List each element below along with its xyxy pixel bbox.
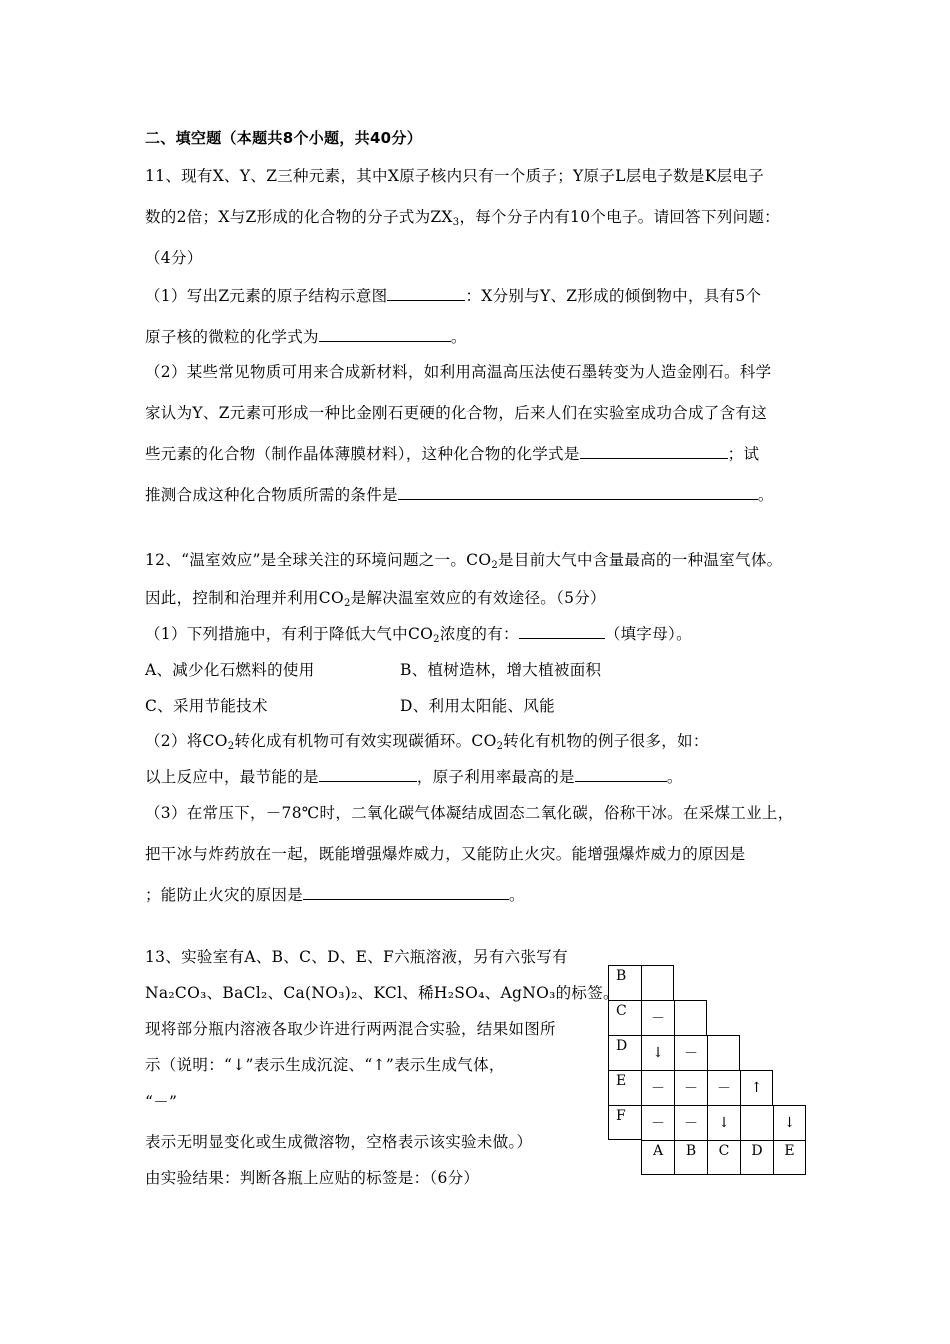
q12-part-2: （2）将$CO_2$转化成有机物可有效实现碳循环。$CO_2$转化有机物的例子很多，如： xyxy=(145,732,709,752)
q12-option-d: D、利用太阳能、风能 xyxy=(400,697,555,715)
q12-line-2: 因此，控制和治理并利用$CO_2$是解决温室效应的有效途径。（5分） xyxy=(145,589,606,609)
result-cell-d-c xyxy=(707,1035,740,1070)
col-label-e: E xyxy=(773,1140,806,1175)
result-cell-e-a: － xyxy=(641,1070,674,1105)
q13-line-4: 示（说明：“↓”表示生成沉淀、“↑”表示生成气体， xyxy=(145,1056,505,1074)
q12-option-c: C、采用节能技术 xyxy=(145,697,268,715)
result-cell-d-a: ↓ xyxy=(641,1035,674,1070)
result-cell-f-a: － xyxy=(641,1105,674,1140)
result-cell-e-d: ↑ xyxy=(740,1070,773,1105)
answer-blank[interactable] xyxy=(398,485,758,500)
q12-part-1: （1）下列措施中，有利于降低大气中$CO_2$浓度的有： （填字母）。 xyxy=(145,625,692,645)
answer-blank[interactable] xyxy=(303,885,509,900)
col-label-d: D xyxy=(740,1140,773,1175)
q12-part-2-cont: 以上反应中，最节能的是 ，原子利用率最高的是 。 xyxy=(145,768,683,786)
answer-blank[interactable] xyxy=(387,286,465,301)
q11-part-1: （1）写出Z元素的原子结构示意图 ：X分别与Y、Z形成的倾倒物中，具有5个 xyxy=(145,287,762,305)
q11-line-3: （4分） xyxy=(145,249,203,267)
result-cell-e-c: － xyxy=(707,1070,740,1105)
q13-line-7: 由实验结果：判断各瓶上应贴的标签是：（6分） xyxy=(145,1169,480,1187)
col-label-b: B xyxy=(674,1140,707,1175)
q11-part-2-line-1: （2）某些常见物质可用来合成新材料，如利用高温高压法使石墨转变为人造金刚石。科学 xyxy=(145,363,772,381)
result-cell-f-e: ↓ xyxy=(773,1105,806,1140)
answer-blank[interactable] xyxy=(319,767,417,782)
q13-line-1: 13、实验室有A、B、C、D、E、F六瓶溶液，另有六张写有 xyxy=(145,948,568,966)
q13-line-6: 表示无明显变化或生成微溶物，空格表示该实验未做。） xyxy=(145,1133,533,1151)
result-cell-f-d xyxy=(740,1105,773,1140)
row-label-b: B xyxy=(608,965,641,1000)
q11-part-2-line-4: 推测合成这种化合物质所需的条件是 。 xyxy=(145,486,774,504)
q12-part-3-line-3: ；能防止火灾的原因是 。 xyxy=(145,886,525,904)
col-label-a: A xyxy=(641,1140,674,1175)
result-cell-c-a: － xyxy=(641,1000,674,1035)
q11-line-1: 11、现有X、Y、Z三种元素，其中X原子核内只有一个质子；Y原子L层电子数是K层电子 xyxy=(145,167,765,185)
q11-part-2-line-2: 家认为Y、Z元素可形成一种比金刚石更硬的化合物，后来人们在实验室成功合成了含有这 xyxy=(145,404,768,422)
answer-blank[interactable] xyxy=(319,327,451,342)
q13-line-5: “－” xyxy=(145,1093,178,1111)
q12-part-3-line-2: 把干冰与炸药放在一起，既能增强爆炸威力，又能防止火灾。能增强爆炸威力的原因是 xyxy=(145,845,746,863)
result-cell-e-b: － xyxy=(674,1070,707,1105)
q13-line-2: Na₂CO₃、BaCl₂、Ca(NO₃)₂、KCl、稀H₂SO₄、AgNO₃的标签。 xyxy=(145,984,619,1002)
section-title: 二、填空题（本题共8个小题，共40分） xyxy=(145,129,423,147)
result-cell-b-a xyxy=(641,965,674,1000)
q11-part-2-line-3: 些元素的化合物（制作晶体薄膜材料），这种化合物的化学式是 ；试 xyxy=(145,445,760,463)
q12-option-b: B、植树造林，增大植被面积 xyxy=(400,661,602,679)
result-cell-d-b: － xyxy=(674,1035,707,1070)
answer-blank[interactable] xyxy=(580,444,728,459)
result-cell-f-b: － xyxy=(674,1105,707,1140)
answer-blank[interactable] xyxy=(519,624,605,639)
q12-part-3-line-1: （3）在常压下，－78℃时，二氧化碳气体凝结成固态二氧化碳，俗称干冰。在采煤工业上， xyxy=(145,804,794,822)
q11-part-1-cont: 原子核的微粒的化学式为 。 xyxy=(145,328,467,346)
col-label-c: C xyxy=(707,1140,740,1175)
row-label-c: C xyxy=(608,1000,641,1035)
q12-option-a: A、减少化石燃料的使用 xyxy=(145,661,315,679)
q12-line-1: 12、“温室效应”是全球关注的环境问题之一。$CO_2$是目前大气中含量最高的一种温室气体。 xyxy=(145,551,783,571)
row-label-e: E xyxy=(608,1070,641,1105)
row-label-d: D xyxy=(608,1035,641,1070)
row-label-f: F xyxy=(608,1105,641,1140)
answer-blank[interactable] xyxy=(575,767,667,782)
q13-line-3: 现将部分瓶内溶液各取少许进行两两混合实验，结果如图所 xyxy=(145,1020,556,1038)
result-cell-f-c: ↓ xyxy=(707,1105,740,1140)
q11-line-2: 数的2倍；X与Z形成的化合物的分子式为$ZX_3$，每个分子内有10个电子。请回答下列问题： xyxy=(145,208,780,228)
result-cell-c-b xyxy=(674,1000,707,1035)
